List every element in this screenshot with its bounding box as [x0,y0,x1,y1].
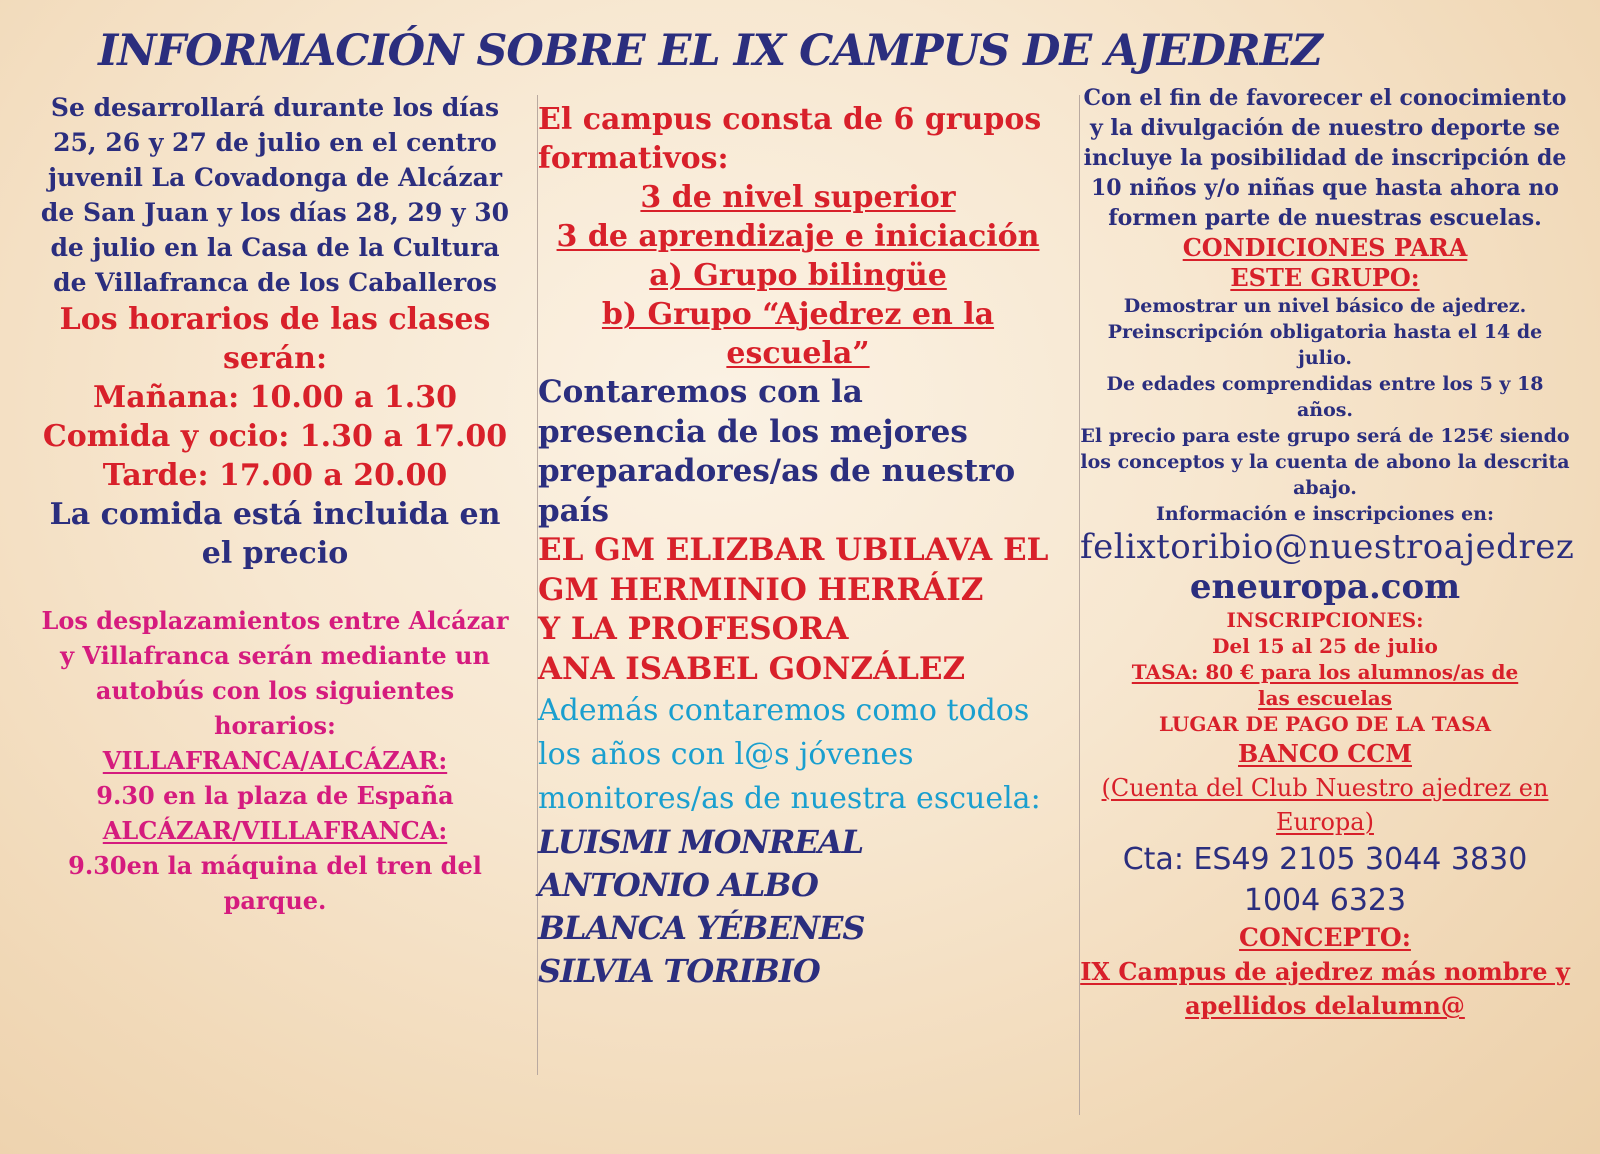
monitor-name: ANTONIO ALBO [538,866,818,904]
monitor-name: BLANCA YÉBENES [538,909,865,947]
inscriptions-heading: INSCRIPCIONES: [1226,608,1424,632]
teacher-line: Y LA PROFESORA [538,611,849,647]
monitor-name: SILVIA TORIBIO [538,952,820,990]
condition-item: De edades comprendidas entre los 5 y 18 años. [1106,373,1544,421]
schedule-afternoon: Tarde: 17.00 a 20.00 [102,458,448,493]
dates-venues-text: Se desarrollará durante los días 25, 26 y 27 de julio en el centro juvenil La Covadonga de Alcázar de San Juan y los días 28, 29 y 30 de julio en la Casa de la Cultura de Villafranca de los Caballeros [40,93,510,297]
schedule-morning: Mañana: 10.00 a 1.30 [93,380,457,415]
payment-place: LUGAR DE PAGO DE LA TASA [1158,712,1492,736]
concept-heading: CONCEPTO: [1239,923,1411,952]
condition-item: Demostrar un nivel básico de ajedrez. [1123,295,1527,317]
monitor-name: LUISMI MONREAL [538,823,864,861]
account-owner: (Cuenta del Club Nuestro ajedrez en Europa) [1101,774,1549,836]
inscriptions-dates: Del 15 al 25 de julio [1212,634,1438,658]
schedule-lunch: Comida y ocio: 1.30 a 17.00 [42,419,508,454]
contact-email-line1[interactable]: felixtoribio@nuestroajedrez [1080,527,1575,567]
group-item: b) Grupo “Ajedrez en la escuela” [601,297,995,371]
transport-text: Los desplazamientos entre Alcázar y Villafranca serán mediante un autobús con los siguientes horarios: [41,606,509,740]
bank-name: BANCO CCM [1238,739,1412,768]
contact-email-line2[interactable]: eneuropa.com [1189,567,1461,607]
teacher-line: ANA ISABEL GONZÁLEZ [538,650,966,687]
concept-text: IX Campus de ajedrez más nombre y apellidos delalumn@ [1080,957,1570,1020]
groups-intro: El campus consta de 6 grupos formativos: [538,102,1042,176]
route-villafranca-alcazar-label: VILLAFRANCA/ALCÁZAR: [102,746,448,775]
column-groups [538,100,1058,993]
condition-item: Preinscripción obligatoria hasta el 14 de julio. [1107,321,1543,369]
lunch-included-note: La comida está incluida en el precio [49,497,501,571]
group-item: 3 de aprendizaje e iniciación [556,219,1040,254]
route-alcazar-villafranca-time: 9.30en la máquina del tren del parque. [68,851,482,915]
page-title: INFORMACIÓN SOBRE EL IX CAMPUS DE AJEDREZ [98,26,1322,76]
special-group-intro: Con el fin de favorecer el conocimiento y la divulgación de nuestro deporte se incluye la posibilidad de inscripción de 10 niños y/o niñas que hasta ahora no formen parte de nuestras escuelas. [1083,85,1567,231]
column-schedule [40,90,510,918]
route-alcazar-villafranca-label: ALCÁZAR/VILLAFRANCA: [102,816,448,845]
route-villafranca-alcazar-time: 9.30 en la plaza de España [96,781,454,810]
conditions-heading: CONDICIONES PARA ESTE GRUPO: [1182,233,1468,292]
group-item: 3 de nivel superior [640,180,956,215]
group-item: a) Grupo bilingüe [649,258,947,293]
fee-text: TASA: 80 € para los alumnos/as de las escuelas [1131,660,1519,710]
column-registration [1080,83,1575,1023]
condition-item: El precio para este grupo será de 125€ siendo los conceptos y la cuenta de abono la descrita abajo. [1080,425,1570,499]
trainers-presence-text: Contaremos con la presencia de los mejores preparadores/as de nuestro país [538,374,1016,529]
bank-account-number: Cta: ES49 2105 3044 3830 1004 6323 [1122,842,1528,918]
schedule-heading: Los horarios de las clases serán: [59,302,491,376]
contact-label: Información e inscripciones en: [1156,503,1494,525]
monitors-intro: Además contaremos como todos los años con l@s jóvenes monitores/as de nuestra escuela: [538,693,1041,816]
teacher-line: EL GM ELIZBAR UBILAVA EL [538,532,1049,568]
teacher-line: GM HERMINIO HERRÁIZ [538,571,984,608]
